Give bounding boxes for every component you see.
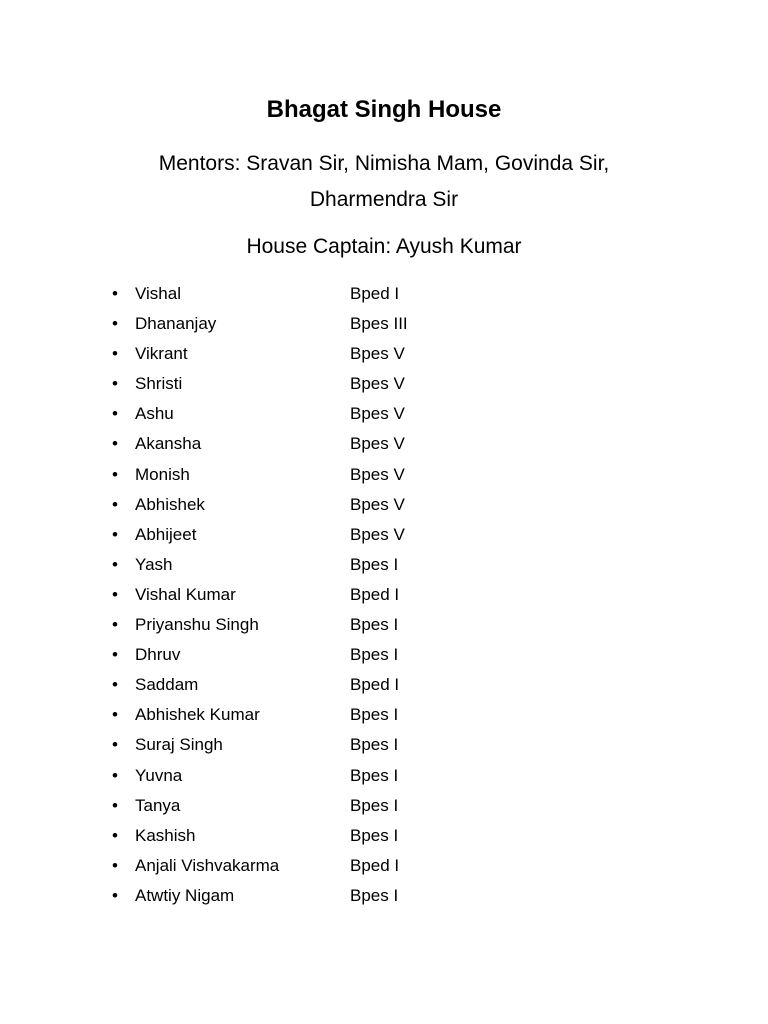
member-course: Bpes V: [350, 374, 405, 394]
member-row: [0, 460, 768, 490]
member-course: Bpes I: [350, 645, 399, 665]
member-row: [0, 580, 768, 610]
member-name: Abhijeet: [135, 524, 197, 544]
member-row: [0, 670, 768, 700]
member-name: Akansha: [135, 434, 202, 454]
bullet-icon: •: [112, 404, 118, 424]
member-row: [0, 851, 768, 881]
member-course: Bpes I: [350, 705, 399, 725]
member-row: [0, 550, 768, 580]
member-name: Anjali Vishvakarma: [135, 855, 280, 875]
member-name: Dhruv: [135, 645, 181, 665]
member-name: Kashish: [135, 825, 196, 845]
bullet-icon: •: [112, 765, 118, 785]
member-name: Yash: [135, 554, 173, 574]
member-name: Priyanshu Singh: [135, 615, 259, 635]
bullet-icon: •: [112, 344, 118, 364]
member-course: Bpes III: [350, 314, 408, 334]
bullet-icon: •: [112, 314, 118, 334]
bullet-icon: •: [112, 554, 118, 574]
bullet-icon: •: [112, 374, 118, 394]
member-course: Bpes V: [350, 494, 405, 514]
member-name: Dhananjay: [135, 314, 217, 334]
member-course: Bpes V: [350, 464, 405, 484]
mentors-line: Mentors: Sravan Sir, Nimisha Mam, Govinda Sir, Dharmendra Sir: [158, 152, 610, 211]
member-course: Bped I: [350, 584, 400, 604]
member-row: [0, 610, 768, 640]
member-name: Suraj Singh: [135, 735, 223, 755]
bullet-icon: •: [112, 464, 118, 484]
member-course: Bpes V: [350, 434, 405, 454]
member-course: Bpes I: [350, 615, 399, 635]
bullet-icon: •: [112, 885, 118, 905]
member-row: [0, 399, 768, 429]
bullet-icon: •: [112, 494, 118, 514]
member-row: [0, 640, 768, 670]
member-list: [0, 279, 768, 911]
member-row: [0, 520, 768, 550]
member-course: Bpes I: [350, 554, 399, 574]
member-name: Abhishek: [135, 494, 205, 514]
member-name: Vishal Kumar: [135, 584, 236, 604]
member-row: [0, 339, 768, 369]
document-title: Bhagat Singh House: [266, 96, 502, 123]
member-name: Ashu: [135, 404, 174, 424]
member-course: Bpes I: [350, 885, 399, 905]
member-row: [0, 279, 768, 309]
member-course: Bpes I: [350, 795, 399, 815]
member-course: Bpes V: [350, 344, 405, 364]
bullet-icon: •: [112, 735, 118, 755]
member-name: Atwtiy Nigam: [135, 885, 235, 905]
bullet-icon: •: [112, 675, 118, 695]
member-name: Abhishek Kumar: [135, 705, 260, 725]
bullet-icon: •: [112, 434, 118, 454]
member-course: Bped I: [350, 855, 400, 875]
bullet-icon: •: [112, 645, 118, 665]
member-course: Bpes I: [350, 735, 399, 755]
member-name: Shristi: [135, 374, 183, 394]
member-course: Bped I: [350, 675, 400, 695]
bullet-icon: •: [112, 825, 118, 845]
member-course: Bped I: [350, 284, 400, 303]
house-captain-line: House Captain: Ayush Kumar: [246, 235, 522, 258]
member-course: Bpes I: [350, 825, 399, 845]
member-name: Tanya: [135, 795, 181, 815]
bullet-icon: •: [112, 584, 118, 604]
bullet-icon: •: [112, 705, 118, 725]
bullet-icon: •: [112, 615, 118, 635]
member-course: Bpes V: [350, 524, 405, 544]
bullet-icon: •: [112, 855, 118, 875]
member-row: [0, 700, 768, 730]
member-name: Vishal: [135, 284, 181, 303]
member-row: [0, 761, 768, 791]
member-row: [0, 369, 768, 399]
member-name: Monish: [135, 464, 190, 484]
member-row: [0, 730, 768, 760]
member-row: [0, 791, 768, 821]
member-name: Vikrant: [135, 344, 188, 364]
member-row: [0, 429, 768, 459]
member-row: [0, 490, 768, 520]
member-name: Yuvna: [135, 765, 183, 785]
member-row: [0, 881, 768, 911]
bullet-icon: •: [112, 524, 118, 544]
member-row: [0, 821, 768, 851]
member-name: Saddam: [135, 675, 199, 695]
member-course: Bpes I: [350, 765, 399, 785]
bullet-icon: •: [112, 795, 118, 815]
member-row: [0, 309, 768, 339]
member-course: Bpes V: [350, 404, 405, 424]
bullet-icon: •: [112, 284, 118, 303]
